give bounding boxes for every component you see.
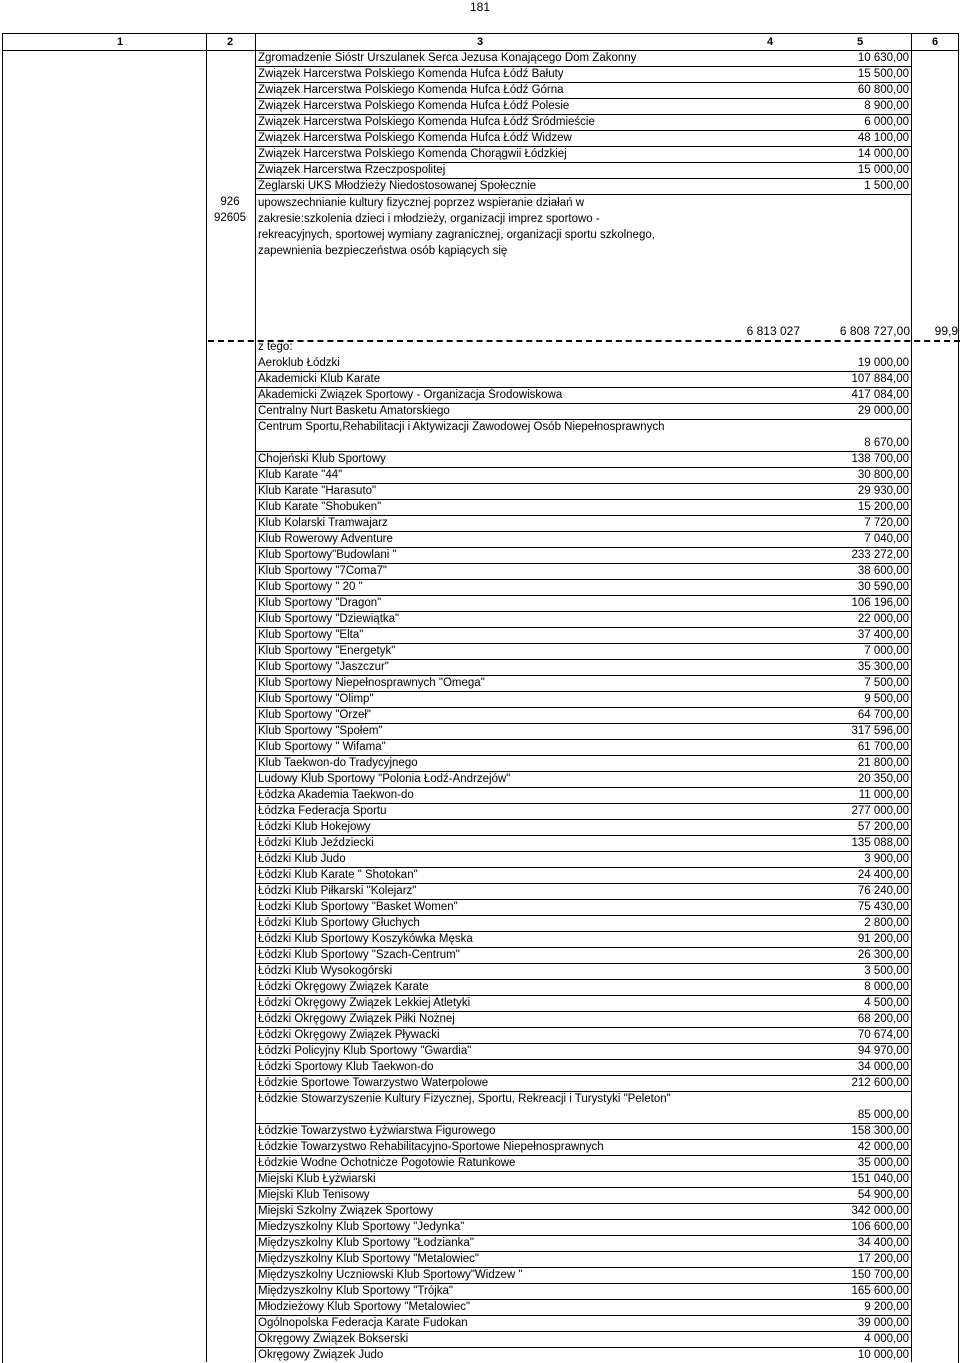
column-divider	[911, 33, 912, 1362]
organization-name: Klub Rowerowy Adventure	[258, 533, 393, 545]
table-row	[256, 867, 911, 884]
organization-name: Związek Harcerstwa Polskiego Komenda Hufca Łódź Bałuty	[258, 68, 564, 80]
grant-amount: 277 000,00	[851, 805, 909, 817]
grant-amount: 48 100,00	[857, 132, 909, 144]
grant-amount: 212 600,00	[851, 1077, 909, 1089]
table-row	[256, 675, 911, 692]
grant-amount: 57 200,00	[857, 821, 909, 833]
table-row	[256, 467, 911, 484]
table-row	[256, 819, 911, 836]
organization-name: Chojeński Klub Sportowy	[258, 453, 386, 465]
organization-name: Łódzki Klub Hokejowy	[258, 821, 371, 833]
description-line: rekreacyjnych, sportowej wymiany zagranicznej, organizacji sportu szkolnego,	[258, 229, 655, 241]
table-row	[256, 1075, 911, 1092]
organization-name: Akademicki Klub Karate	[258, 373, 381, 385]
column-header-1: 1	[116, 36, 124, 48]
table-row	[256, 1347, 911, 1363]
organization-name: Klub Sportowy " 20 "	[258, 581, 363, 593]
organization-name: Łódzka Akademia Taekwon-do	[258, 789, 414, 801]
percent-total: 99,9	[934, 324, 958, 338]
grant-amount: 7 500,00	[864, 677, 909, 689]
table-row	[256, 1139, 911, 1156]
grant-amount: 24 400,00	[857, 869, 909, 881]
organization-name: Łódzkie Towarzystwo Rehabilitacyjno-Sportowe Niepełnosprawnych	[258, 1141, 604, 1153]
table-row	[256, 483, 911, 500]
table-row	[256, 1267, 911, 1284]
column-header-5: 5	[856, 36, 864, 48]
organization-name: Międzyszkolny Uczniowski Klub Sportowy"Widzew "	[258, 1269, 523, 1281]
grant-amount: 342 000,00	[851, 1205, 909, 1217]
grant-amount: 29 000,00	[857, 405, 909, 417]
table-row	[256, 1155, 911, 1172]
table-row	[256, 787, 911, 804]
grant-amount: 29 930,00	[857, 485, 909, 497]
grant-amount: 107 884,00	[851, 373, 909, 385]
grant-amount: 158 300,00	[851, 1125, 909, 1137]
organization-name: Łódzkie Stowarzyszenie Kultury Fizycznej, Sportu, Rekreacji i Turystyki "Peleton"	[258, 1093, 671, 1105]
table-row	[256, 451, 911, 468]
table-row	[256, 515, 911, 532]
table-row	[256, 947, 911, 964]
description-line: upowszechnianie kultury fizycznej poprzez wspieranie działań w	[258, 197, 584, 209]
table-row	[256, 1299, 911, 1316]
table-row	[256, 899, 911, 916]
column-header-3: 3	[476, 36, 484, 48]
table-row	[256, 1251, 911, 1268]
table-row	[256, 771, 911, 788]
table-row	[256, 563, 911, 580]
organization-name: Akademicki Związek Sportowy - Organizacja Środowiskowa	[258, 389, 563, 401]
table-row	[256, 723, 911, 740]
table-row	[256, 162, 911, 179]
organization-name: Łodzki Klub Sportowy "Basket Women"	[258, 901, 458, 913]
table-row	[256, 387, 911, 404]
table-row	[256, 547, 911, 564]
grant-amount: 14 000,00	[857, 148, 909, 160]
table-row	[256, 1315, 911, 1332]
grant-amount: 135 088,00	[851, 837, 909, 849]
grant-amount: 68 200,00	[857, 1013, 909, 1025]
table-row	[256, 531, 911, 548]
grant-amount: 60 800,00	[857, 84, 909, 96]
grant-amount: 2 800,00	[864, 917, 909, 929]
table-row	[256, 707, 911, 724]
table-row	[256, 130, 911, 147]
table-row	[256, 1331, 911, 1348]
table-row	[256, 98, 911, 115]
table-row	[256, 611, 911, 628]
table-row	[256, 691, 911, 708]
table-row	[256, 403, 911, 420]
organization-name: Klub Sportowy "Społem"	[258, 725, 383, 737]
organization-name: Związek Harcerstwa Polskiego Komenda Hufca Łódź Widzew	[258, 132, 572, 144]
organization-name: Łódzki Policyjny Klub Sportowy "Gwardia"	[258, 1045, 472, 1057]
grant-amount: 15 200,00	[857, 501, 909, 513]
table-row	[256, 1171, 911, 1188]
paragraph-code: 92605	[214, 212, 246, 224]
table-row	[256, 1043, 911, 1060]
section-description	[258, 195, 708, 259]
description-line: zakresie:szkolenia dzieci i młodzieży, organizacji imprez sportowo -	[258, 213, 600, 225]
plan-total: 6 813 027	[746, 324, 800, 338]
table-row	[256, 1123, 911, 1140]
organization-name: Łódzki Klub Sportowy Głuchych	[258, 917, 420, 929]
table-row	[256, 50, 911, 67]
organization-name: Łódzki Sportowy Klub Taekwon-do	[258, 1061, 434, 1073]
grant-amount: 39 000,00	[857, 1317, 909, 1329]
column-header-2: 2	[226, 36, 234, 48]
section-separator	[208, 340, 960, 342]
grant-amount: 4 000,00	[864, 1333, 909, 1345]
table-row	[256, 355, 911, 372]
organization-name: Aeroklub Łódzki	[258, 357, 340, 369]
grant-amount: 35 000,00	[857, 1157, 909, 1169]
grant-amount: 8 670,00	[864, 437, 909, 449]
table-row	[256, 66, 911, 83]
organization-name: Centrum Sportu,Rehabilitacji i Aktywizacji Zawodowej Osób Niepełnosprawnych	[258, 421, 665, 433]
organization-name: Klub Karate "Shobuken"	[258, 501, 382, 513]
column-header-6: 6	[931, 36, 939, 48]
grant-amount: 76 240,00	[857, 885, 909, 897]
table-row	[256, 979, 911, 996]
organization-name: Miejski Klub Tenisowy	[258, 1189, 370, 1201]
organization-name: Klub Karate "44"	[258, 469, 343, 481]
table-row	[256, 739, 911, 756]
table-row	[256, 1203, 911, 1220]
organization-name: Ogólnopolska Federacja Karate Fudokan	[258, 1317, 468, 1329]
organization-name: Klub Sportowy "Dragon"	[258, 597, 382, 609]
grant-amount: 37 400,00	[857, 629, 909, 641]
grant-amount: 17 200,00	[857, 1253, 909, 1265]
table-row	[256, 1011, 911, 1028]
table-row	[256, 371, 911, 388]
table-row	[256, 1283, 911, 1300]
organization-name: Związek Harcerstwa Polskiego Komenda Chorągwii Łódzkiej	[258, 148, 567, 160]
organization-name: Miejski Szkolny Związek Sportowy	[258, 1205, 434, 1217]
table-row	[256, 659, 911, 676]
organization-name: Okręgowy Związek Bokserski	[258, 1333, 409, 1345]
grant-amount: 54 900,00	[857, 1189, 909, 1201]
organization-name: Okręgowy Związek Judo	[258, 1349, 384, 1361]
table-row	[256, 1235, 911, 1252]
table-row	[256, 851, 911, 868]
table-row	[256, 835, 911, 852]
grant-amount: 70 674,00	[857, 1029, 909, 1041]
grant-amount: 30 590,00	[857, 581, 909, 593]
grant-amount: 3 900,00	[864, 853, 909, 865]
organization-name: Związek Harcerstwa Polskiego Komenda Hufca Łódź Górna	[258, 84, 564, 96]
table-row	[256, 146, 911, 163]
table-row	[256, 755, 911, 772]
grant-amount: 6 000,00	[864, 116, 909, 128]
grant-amount: 21 800,00	[857, 757, 909, 769]
organization-name: Łódzki Klub Sportowy Koszykówka Męska	[258, 933, 473, 945]
organization-name: Łódzkie Wodne Ochotnicze Pogotowie Ratunkowe	[258, 1157, 516, 1169]
table-row	[256, 1187, 911, 1204]
grant-amount: 30 800,00	[857, 469, 909, 481]
organization-name: Ludowy Klub Sportowy "Polonia Łodź-Andrzejów"	[258, 773, 511, 785]
page-number: 181	[469, 0, 491, 14]
organization-name: Miejski Klub Łyżwiarski	[258, 1173, 376, 1185]
grant-amount: 106 196,00	[851, 597, 909, 609]
organization-name: Związek Harcerstwa Polskiego Komenda Hufca Łódź Śródmieście	[258, 116, 595, 128]
organization-name: Łódzki Okręgowy Związek Pływacki	[258, 1029, 440, 1041]
table-row	[256, 114, 911, 131]
grant-amount: 20 350,00	[857, 773, 909, 785]
table-row	[256, 643, 911, 660]
organization-name: Klub Sportowy "Energetyk"	[258, 645, 396, 657]
organization-name: Centralny Nurt Basketu Amatorskiego	[258, 405, 450, 417]
z-tego-label: z tego:	[258, 341, 293, 353]
organization-name: Łódzki Okręgowy Związek Lekkiej Atletyki	[258, 997, 471, 1009]
grant-amount: 38 600,00	[857, 565, 909, 577]
grant-amount: 19 000,00	[857, 357, 909, 369]
grant-amount: 138 700,00	[851, 453, 909, 465]
organization-name: Żeglarski UKS Młodzieży Niedostosowanej Społecznie	[258, 180, 537, 192]
grant-amount: 7 000,00	[864, 645, 909, 657]
grant-amount: 15 000,00	[857, 164, 909, 176]
organization-name: Klub Sportowy "Dziewiątka"	[258, 613, 400, 625]
grant-amount: 8 000,00	[864, 981, 909, 993]
grant-amount: 165 600,00	[851, 1285, 909, 1297]
organization-name: Łódzki Klub Jeździecki	[258, 837, 374, 849]
organization-name: Łódzki Okręgowy Związek Karate	[258, 981, 429, 993]
grant-amount: 85 000,00	[857, 1109, 909, 1121]
table-row	[256, 178, 911, 195]
table-row	[256, 963, 911, 980]
grant-amount: 9 500,00	[864, 693, 909, 705]
organization-name: Łódzki Okręgowy Związek Piłki Nożnej	[258, 1013, 455, 1025]
organization-name: Międzyszkolny Klub Sportowy "Trójka"	[258, 1285, 454, 1297]
column-divider	[206, 33, 207, 1362]
table-row	[256, 1091, 911, 1124]
organization-name: Łódzki Klub Judo	[258, 853, 346, 865]
grant-amount: 34 000,00	[857, 1061, 909, 1073]
table-row	[256, 579, 911, 596]
grant-amount: 61 700,00	[857, 741, 909, 753]
grant-amount: 106 600,00	[851, 1221, 909, 1233]
grant-amount: 26 300,00	[857, 949, 909, 961]
organization-name: Zgromadzenie Sióstr Urszulanek Serca Jezusa Konającego Dom Zakonny	[258, 52, 637, 64]
grant-amount: 94 970,00	[857, 1045, 909, 1057]
grant-amount: 233 272,00	[851, 549, 909, 561]
grant-amount: 10 000,00	[857, 1349, 909, 1361]
grant-amount: 75 430,00	[857, 901, 909, 913]
grant-amount: 35 300,00	[857, 661, 909, 673]
organization-name: Klub Taekwon-do Tradycyjnego	[258, 757, 418, 769]
table-row	[256, 883, 911, 900]
organization-name: Łódzki Klub Sportowy "Szach-Centrum"	[258, 949, 460, 961]
grant-amount: 151 040,00	[851, 1173, 909, 1185]
execution-total: 6 808 727,00	[839, 324, 910, 338]
table-row	[256, 1059, 911, 1076]
organization-name: Klub Sportowy "Olimp"	[258, 693, 374, 705]
grant-amount: 4 500,00	[864, 997, 909, 1009]
organization-name: Łódzki Klub Karate " Shotokan"	[258, 869, 418, 881]
grant-amount: 7 720,00	[864, 517, 909, 529]
grant-amount: 1 500,00	[864, 180, 909, 192]
table-row	[256, 1219, 911, 1236]
grant-amount: 22 000,00	[857, 613, 909, 625]
table-row	[256, 419, 911, 452]
organization-name: Łódzki Klub Piłkarski "Kolejarz"	[258, 885, 417, 897]
organization-name: Klub Sportowy "Elta"	[258, 629, 364, 641]
grant-amount: 3 500,00	[864, 965, 909, 977]
grant-amount: 8 900,00	[864, 100, 909, 112]
grant-amount: 91 200,00	[857, 933, 909, 945]
grant-amount: 150 700,00	[851, 1269, 909, 1281]
chapter-code: 926	[220, 196, 240, 208]
organization-name: Klub Sportowy "Orzeł"	[258, 709, 371, 721]
grant-amount: 15 500,00	[857, 68, 909, 80]
grant-amount: 317 596,00	[851, 725, 909, 737]
grant-amount: 7 040,00	[864, 533, 909, 545]
table-row	[256, 995, 911, 1012]
table-row	[256, 82, 911, 99]
organization-name: Klub Sportowy "Jaszczur"	[258, 661, 389, 673]
organization-name: Międzyszkolny Klub Sportowy "Metalowiec"	[258, 1253, 479, 1265]
organization-name: Młodzieżowy Klub Sportowy "Metalowiec"	[258, 1301, 471, 1313]
organization-name: Związek Harcerstwa Polskiego Komenda Hufca Łódź Polesie	[258, 100, 570, 112]
grant-amount: 64 700,00	[857, 709, 909, 721]
grant-amount: 34 400,00	[857, 1237, 909, 1249]
organization-name: Klub Sportowy"Budowlani "	[258, 549, 397, 561]
organization-name: Klub Sportowy Niepełnosprawnych "Omega"	[258, 677, 485, 689]
grant-amount: 11 000,00	[858, 789, 909, 801]
organization-name: Łódzkie Sportowe Towarzystwo Waterpolowe	[258, 1077, 489, 1089]
grant-amount: 42 000,00	[857, 1141, 909, 1153]
organization-name: Łódzkie Towarzystwo Łyżwiarstwa Figurowego	[258, 1125, 496, 1137]
table-row	[256, 595, 911, 612]
column-header-4: 4	[766, 36, 774, 48]
organization-name: Miedzyszkolny Klub Sportowy "Jedynka"	[258, 1221, 465, 1233]
organization-name: Klub Karate "Harasuto"	[258, 485, 377, 497]
table-row	[256, 931, 911, 948]
grant-amount: 417 084,00	[851, 389, 909, 401]
table-row	[256, 915, 911, 932]
grant-amount: 9 200,00	[864, 1301, 909, 1313]
organization-name: Związek Harcerstwa Rzeczpospolitej	[258, 164, 446, 176]
table-row	[256, 1027, 911, 1044]
organization-name: Łódzki Klub Wysokogórski	[258, 965, 393, 977]
grant-amount: 10 630,00	[857, 52, 909, 64]
table-row	[256, 499, 911, 516]
organization-name: Międzyszkolny Klub Sportowy "Łodzianka"	[258, 1237, 474, 1249]
organization-name: Łódzka Federacja Sportu	[258, 805, 387, 817]
table-row	[256, 803, 911, 820]
organization-name: Klub Sportowy "7Coma7"	[258, 565, 387, 577]
organization-name: Klub Sportowy " Wifama"	[258, 741, 386, 753]
description-line: zapewnienia bezpieczeństwa osób kąpiących się	[258, 245, 508, 257]
table-row	[256, 627, 911, 644]
organization-name: Klub Kolarski Tramwajarz	[258, 517, 388, 529]
